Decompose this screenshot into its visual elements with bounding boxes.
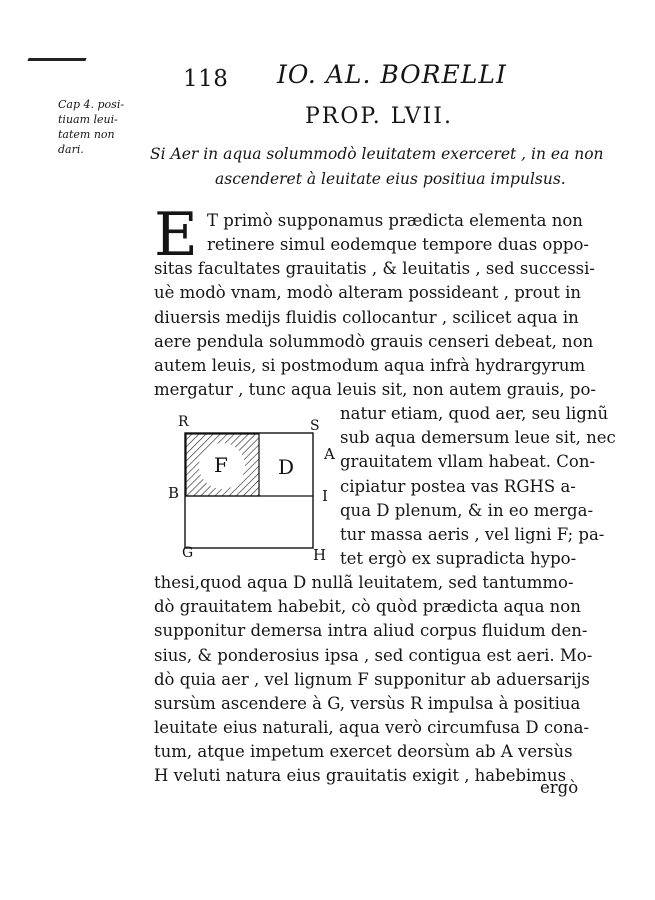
- body-line: tum, atque impetum exercet deorsùm ab A versùs: [154, 742, 573, 762]
- body-line: qua D plenum, & in eo merga-: [340, 500, 594, 520]
- label-a: A: [324, 445, 335, 463]
- summary-line: ascenderet à leuitate eius positiua impulsus.: [215, 170, 566, 188]
- body-line: dò quia aer , vel lignum F supponitur ab aduersarijs: [154, 669, 590, 689]
- body-line: thesi,quod aqua D nullã leuitatem, sed tantummo-: [154, 573, 574, 593]
- edge-mark: [27, 58, 86, 61]
- catchword: ergò: [540, 778, 579, 797]
- label-s: S: [310, 418, 320, 434]
- running-head: IO. AL. BORELLI: [277, 60, 507, 89]
- body-line: sitas facultates grauitatis , & leuitatis , sed successi-: [154, 259, 595, 279]
- margin-note: [58, 97, 158, 157]
- proposition-title: PROP. LVII.: [305, 104, 453, 129]
- body-line: mergatur , tunc aqua leuis sit, non autem grauis, po-: [154, 379, 596, 399]
- label-b: B: [168, 484, 180, 502]
- body-line: cipiatur postea vas RGHS a-: [340, 476, 576, 496]
- label-h: H: [313, 546, 327, 564]
- label-d: D: [278, 455, 295, 479]
- margin-note-line: Cap 4. posi-: [58, 98, 125, 111]
- body-line: sub aqua demersum leue sit, nec: [340, 428, 616, 448]
- body-line: grauitatem vllam habeat. Con-: [340, 452, 596, 472]
- margin-note-line: dari.: [58, 143, 84, 156]
- body-line: aere pendula solummodò grauis censeri debeat, non: [154, 331, 594, 351]
- summary-line: Si Aer in aqua solummodò leuitatem exerceret , in ea non: [150, 145, 604, 163]
- body-line: sursùm ascendere à G, versùs R impulsa à positiua: [154, 693, 581, 713]
- proposition-summary: [150, 142, 620, 192]
- label-i: I: [322, 487, 328, 505]
- margin-note-line: tiuam leui-: [58, 113, 118, 126]
- body-line: natur etiam, quod aer, seu lignũ: [340, 404, 609, 424]
- label-r: R: [178, 414, 189, 430]
- label-g: G: [182, 545, 194, 561]
- body-line: uè modò vnam, modò alteram possideant , prout in: [154, 283, 581, 303]
- body-line: supponitur demersa intra aliud corpus fluidum den-: [154, 621, 588, 641]
- margin-note-line: tatem non: [58, 128, 115, 141]
- body-line: H veluti natura eius grauitatis exigit , habebimus: [154, 766, 567, 786]
- body-line: sius, & ponderosius ipsa , sed contigua est aeri. Mo-: [154, 645, 593, 665]
- label-f: F: [214, 453, 228, 477]
- page-number: 118: [183, 66, 229, 92]
- body-line: tur massa aeris , vel ligni F; pa-: [340, 524, 605, 544]
- body-line: T primò supponamus prædicta elementa non: [207, 211, 583, 230]
- body-line: diuersis medijs fluidis collocantur , scilicet aqua in: [154, 307, 579, 327]
- body-line: dò grauitatem habebit, cò quòd prædicta aqua non: [154, 597, 581, 617]
- body-line: autem leuis, si postmodum aqua infrà hydrargyrum: [154, 355, 586, 375]
- vessel-diagram: [164, 412, 344, 570]
- body-line: leuitate eius naturali, aqua verò circumfusa D cona-: [154, 717, 590, 737]
- vessel-diagram-svg: [164, 412, 344, 570]
- drop-cap: E: [154, 200, 198, 270]
- body-line: retinere simul eodemque tempore duas oppo-: [207, 235, 589, 255]
- body-line: tet ergò ex supradicta hypo-: [340, 548, 577, 568]
